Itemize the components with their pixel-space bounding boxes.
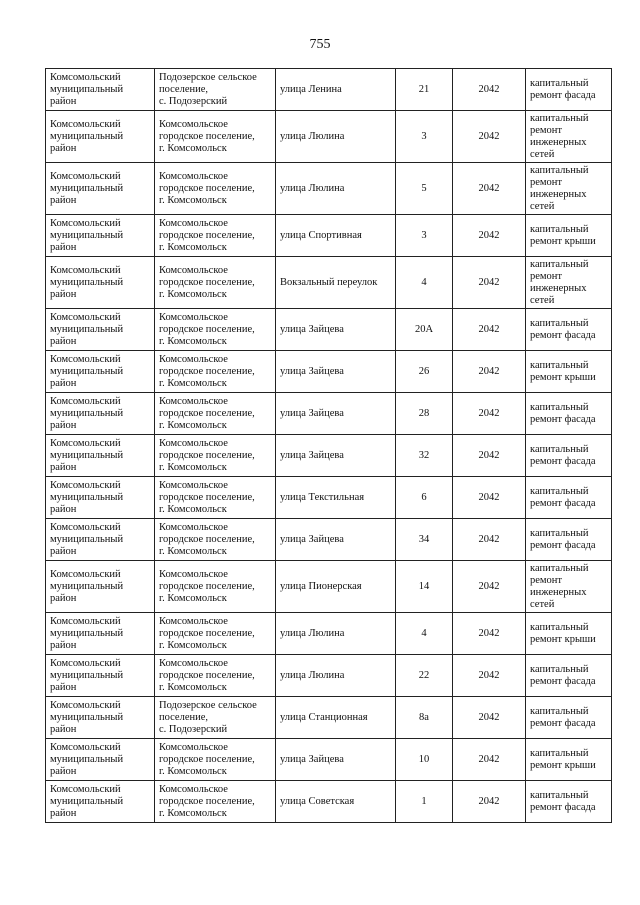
district-cell-line: район: [50, 241, 77, 253]
house-number-cell: 26: [396, 351, 453, 393]
settlement-cell: [155, 309, 276, 351]
table-row: [46, 163, 612, 215]
district-cell-line: муниципальный: [50, 83, 124, 95]
street-cell: Вокзальный переулок: [276, 257, 396, 309]
work-type-cell-line: инженерных: [530, 188, 587, 200]
street-cell: улица Зайцева: [276, 519, 396, 561]
district-cell-line: Комсомольский: [50, 568, 121, 580]
settlement-cell-line: г. Комсомольск: [159, 194, 227, 206]
district-cell-line: район: [50, 639, 77, 651]
year-cell: 2042: [453, 111, 526, 163]
settlement-cell-line: г. Комсомольск: [159, 807, 227, 819]
table-row: [46, 781, 612, 823]
district-cell-line: район: [50, 503, 77, 515]
work-type-cell: [526, 393, 612, 435]
district-cell-line: Комсомольский: [50, 783, 121, 795]
settlement-cell-line: городское поселение,: [159, 753, 255, 765]
street-cell: улица Люлина: [276, 655, 396, 697]
district-cell-line: Комсомольский: [50, 311, 121, 323]
settlement-cell-line: Комсомольское: [159, 783, 228, 795]
street-cell: улица Советская: [276, 781, 396, 823]
settlement-cell: [155, 697, 276, 739]
year-cell: 2042: [453, 781, 526, 823]
street-cell: улица Станционная: [276, 697, 396, 739]
table-row: [46, 111, 612, 163]
work-type-cell: [526, 215, 612, 257]
district-cell-line: муниципальный: [50, 580, 124, 592]
district-cell: [46, 111, 155, 163]
work-type-cell-line: капитальный: [530, 663, 589, 675]
house-number-cell: 28: [396, 393, 453, 435]
settlement-cell-line: Комсомольское: [159, 521, 228, 533]
district-cell: [46, 309, 155, 351]
work-type-cell-line: капитальный: [530, 789, 589, 801]
settlement-cell-line: Комсомольское: [159, 741, 228, 753]
table-row: [46, 351, 612, 393]
settlement-cell-line: г. Комсомольск: [159, 503, 227, 515]
table-row: [46, 561, 612, 613]
district-cell-line: Комсомольский: [50, 264, 121, 276]
work-type-cell: [526, 561, 612, 613]
page-number: 755: [309, 37, 331, 52]
settlement-cell-line: с. Подозерский: [159, 95, 228, 107]
house-number-cell: 22: [396, 655, 453, 697]
district-cell-line: муниципальный: [50, 795, 124, 807]
house-number-cell: 34: [396, 519, 453, 561]
settlement-cell-line: городское поселение,: [159, 449, 255, 461]
district-cell-line: район: [50, 377, 77, 389]
year-cell: 2042: [453, 257, 526, 309]
year-cell: 2042: [453, 351, 526, 393]
work-type-cell-line: сетей: [530, 200, 555, 212]
house-number-cell: 32: [396, 435, 453, 477]
settlement-cell-line: поселение,: [159, 83, 209, 95]
settlement-cell-line: поселение,: [159, 711, 209, 723]
table-row: [46, 309, 612, 351]
district-cell-line: муниципальный: [50, 449, 124, 461]
district-cell-line: Комсомольский: [50, 521, 121, 533]
district-cell-line: муниципальный: [50, 130, 124, 142]
work-type-cell-line: капитальный: [530, 223, 589, 235]
settlement-cell-line: Подозерское сельское: [159, 71, 257, 83]
district-cell-line: муниципальный: [50, 182, 124, 194]
settlement-cell-line: г. Комсомольск: [159, 142, 227, 154]
settlement-cell: [155, 477, 276, 519]
table-row: [46, 69, 612, 111]
work-type-cell-line: сетей: [530, 148, 555, 160]
table-row: [46, 257, 612, 309]
year-cell: 2042: [453, 519, 526, 561]
settlement-cell-line: городское поселение,: [159, 669, 255, 681]
work-type-cell: [526, 257, 612, 309]
house-number-cell: 20А: [396, 309, 453, 351]
year-cell: 2042: [453, 697, 526, 739]
work-type-cell: [526, 655, 612, 697]
work-type-cell-line: ремонт фасада: [530, 413, 596, 425]
repair-schedule-table: [45, 68, 612, 823]
district-cell-line: Комсомольский: [50, 437, 121, 449]
settlement-cell: [155, 435, 276, 477]
settlement-cell-line: г. Комсомольск: [159, 681, 227, 693]
settlement-cell-line: Комсомольское: [159, 615, 228, 627]
district-cell-line: район: [50, 545, 77, 557]
table-row: [46, 613, 612, 655]
district-cell-line: район: [50, 419, 77, 431]
street-cell: улица Текстильная: [276, 477, 396, 519]
street-cell: улица Люлина: [276, 613, 396, 655]
settlement-cell-line: городское поселение,: [159, 229, 255, 241]
work-type-cell-line: ремонт фасада: [530, 329, 596, 341]
work-type-cell-line: ремонт крыши: [530, 371, 596, 383]
settlement-cell-line: г. Комсомольск: [159, 765, 227, 777]
year-cell: 2042: [453, 435, 526, 477]
settlement-cell: [155, 111, 276, 163]
district-cell-line: муниципальный: [50, 365, 124, 377]
district-cell-line: муниципальный: [50, 491, 124, 503]
settlement-cell-line: г. Комсомольск: [159, 592, 227, 604]
settlement-cell-line: городское поселение,: [159, 130, 255, 142]
settlement-cell-line: городское поселение,: [159, 533, 255, 545]
settlement-cell-line: г. Комсомольск: [159, 545, 227, 557]
settlement-cell-line: г. Комсомольск: [159, 335, 227, 347]
work-type-cell-line: капитальный: [530, 359, 589, 371]
work-type-cell-line: инженерных: [530, 282, 587, 294]
work-type-cell-line: ремонт фасада: [530, 455, 596, 467]
district-cell: [46, 351, 155, 393]
year-cell: 2042: [453, 655, 526, 697]
work-type-cell-line: капитальный: [530, 164, 589, 176]
settlement-cell-line: Комсомольское: [159, 264, 228, 276]
district-cell-line: район: [50, 288, 77, 300]
settlement-cell-line: г. Комсомольск: [159, 288, 227, 300]
district-cell-line: район: [50, 765, 77, 777]
settlement-cell-line: Комсомольское: [159, 170, 228, 182]
district-cell-line: Комсомольский: [50, 657, 121, 669]
district-cell-line: муниципальный: [50, 627, 124, 639]
house-number-cell: 14: [396, 561, 453, 613]
settlement-cell-line: Комсомольское: [159, 118, 228, 130]
table-row: [46, 655, 612, 697]
district-cell: [46, 435, 155, 477]
year-cell: 2042: [453, 163, 526, 215]
street-cell: улица Пионерская: [276, 561, 396, 613]
district-cell-line: муниципальный: [50, 533, 124, 545]
settlement-cell-line: г. Комсомольск: [159, 639, 227, 651]
settlement-cell: [155, 561, 276, 613]
work-type-cell-line: инженерных: [530, 586, 587, 598]
settlement-cell: [155, 519, 276, 561]
work-type-cell-line: ремонт: [530, 176, 563, 188]
district-cell-line: район: [50, 592, 77, 604]
district-cell-line: район: [50, 807, 77, 819]
street-cell: улица Зайцева: [276, 309, 396, 351]
work-type-cell: [526, 435, 612, 477]
settlement-cell: [155, 257, 276, 309]
table-row: [46, 697, 612, 739]
street-cell: улица Зайцева: [276, 435, 396, 477]
house-number-cell: 3: [396, 111, 453, 163]
street-cell: улица Зайцева: [276, 393, 396, 435]
work-type-cell-line: капитальный: [530, 705, 589, 717]
settlement-cell: [155, 351, 276, 393]
work-type-cell-line: капитальный: [530, 621, 589, 633]
table-row: [46, 519, 612, 561]
district-cell-line: Комсомольский: [50, 699, 121, 711]
settlement-cell-line: с. Подозерский: [159, 723, 228, 735]
work-type-cell-line: капитальный: [530, 77, 589, 89]
settlement-cell-line: Комсомольское: [159, 353, 228, 365]
settlement-cell-line: городское поселение,: [159, 627, 255, 639]
street-cell: улица Люлина: [276, 163, 396, 215]
district-cell-line: район: [50, 461, 77, 473]
settlement-cell: [155, 739, 276, 781]
work-type-cell: [526, 309, 612, 351]
work-type-cell-line: ремонт: [530, 574, 563, 586]
settlement-cell-line: г. Комсомольск: [159, 377, 227, 389]
work-type-cell: [526, 163, 612, 215]
settlement-cell-line: Комсомольское: [159, 395, 228, 407]
work-type-cell-line: инженерных: [530, 136, 587, 148]
work-type-cell-line: капитальный: [530, 527, 589, 539]
house-number-cell: 5: [396, 163, 453, 215]
settlement-cell-line: городское поселение,: [159, 365, 255, 377]
district-cell-line: Комсомольский: [50, 353, 121, 365]
settlement-cell-line: г. Комсомольск: [159, 419, 227, 431]
year-cell: 2042: [453, 215, 526, 257]
settlement-cell-line: Подозерское сельское: [159, 699, 257, 711]
district-cell: [46, 519, 155, 561]
district-cell-line: район: [50, 194, 77, 206]
district-cell-line: Комсомольский: [50, 118, 121, 130]
work-type-cell-line: ремонт фасада: [530, 801, 596, 813]
house-number-cell: 3: [396, 215, 453, 257]
settlement-cell-line: г. Комсомольск: [159, 241, 227, 253]
street-cell: улица Зайцева: [276, 739, 396, 781]
district-cell-line: Комсомольский: [50, 741, 121, 753]
settlement-cell-line: городское поселение,: [159, 580, 255, 592]
district-cell-line: муниципальный: [50, 229, 124, 241]
work-type-cell-line: капитальный: [530, 443, 589, 455]
settlement-cell: [155, 655, 276, 697]
house-number-cell: 4: [396, 257, 453, 309]
table-row: [46, 393, 612, 435]
work-type-cell: [526, 111, 612, 163]
settlement-cell-line: городское поселение,: [159, 276, 255, 288]
district-cell-line: муниципальный: [50, 669, 124, 681]
district-cell-line: муниципальный: [50, 711, 124, 723]
table-row: [46, 435, 612, 477]
house-number-cell: 4: [396, 613, 453, 655]
work-type-cell-line: капитальный: [530, 747, 589, 759]
settlement-cell-line: Комсомольское: [159, 311, 228, 323]
settlement-cell-line: Комсомольское: [159, 568, 228, 580]
house-number-cell: 1: [396, 781, 453, 823]
work-type-cell: [526, 69, 612, 111]
work-type-cell-line: ремонт: [530, 124, 563, 136]
district-cell: [46, 781, 155, 823]
house-number-cell: 10: [396, 739, 453, 781]
district-cell: [46, 613, 155, 655]
settlement-cell-line: г. Комсомольск: [159, 461, 227, 473]
work-type-cell-line: ремонт крыши: [530, 633, 596, 645]
street-cell: улица Люлина: [276, 111, 396, 163]
year-cell: 2042: [453, 309, 526, 351]
work-type-cell-line: сетей: [530, 294, 555, 306]
year-cell: 2042: [453, 739, 526, 781]
work-type-cell-line: ремонт крыши: [530, 759, 596, 771]
district-cell-line: район: [50, 335, 77, 347]
work-type-cell: [526, 613, 612, 655]
district-cell: [46, 561, 155, 613]
district-cell: [46, 739, 155, 781]
work-type-cell-line: ремонт фасада: [530, 717, 596, 729]
year-cell: 2042: [453, 477, 526, 519]
work-type-cell: [526, 519, 612, 561]
district-cell: [46, 655, 155, 697]
settlement-cell-line: городское поселение,: [159, 323, 255, 335]
street-cell: улица Спортивная: [276, 215, 396, 257]
district-cell-line: Комсомольский: [50, 71, 121, 83]
settlement-cell-line: Комсомольское: [159, 217, 228, 229]
work-type-cell-line: капитальный: [530, 401, 589, 413]
work-type-cell-line: сетей: [530, 598, 555, 610]
house-number-cell: 21: [396, 69, 453, 111]
settlement-cell: [155, 393, 276, 435]
work-type-cell-line: капитальный: [530, 317, 589, 329]
district-cell: [46, 163, 155, 215]
year-cell: 2042: [453, 69, 526, 111]
settlement-cell: [155, 613, 276, 655]
district-cell-line: район: [50, 95, 77, 107]
work-type-cell-line: ремонт фасада: [530, 539, 596, 551]
street-cell: улица Ленина: [276, 69, 396, 111]
work-type-cell: [526, 477, 612, 519]
year-cell: 2042: [453, 393, 526, 435]
work-type-cell: [526, 351, 612, 393]
settlement-cell-line: Комсомольское: [159, 479, 228, 491]
district-cell: [46, 393, 155, 435]
district-cell-line: муниципальный: [50, 276, 124, 288]
district-cell: [46, 477, 155, 519]
district-cell-line: муниципальный: [50, 753, 124, 765]
district-cell-line: муниципальный: [50, 407, 124, 419]
house-number-cell: 6: [396, 477, 453, 519]
work-type-cell-line: ремонт крыши: [530, 235, 596, 247]
work-type-cell-line: капитальный: [530, 112, 589, 124]
settlement-cell-line: Комсомольское: [159, 657, 228, 669]
settlement-cell: [155, 69, 276, 111]
work-type-cell-line: капитальный: [530, 258, 589, 270]
district-cell: [46, 215, 155, 257]
work-type-cell-line: ремонт фасада: [530, 497, 596, 509]
year-cell: 2042: [453, 613, 526, 655]
settlement-cell: [155, 163, 276, 215]
work-type-cell-line: капитальный: [530, 485, 589, 497]
work-type-cell: [526, 739, 612, 781]
table-row: [46, 215, 612, 257]
work-type-cell: [526, 781, 612, 823]
settlement-cell-line: городское поселение,: [159, 407, 255, 419]
district-cell-line: муниципальный: [50, 323, 124, 335]
district-cell: [46, 69, 155, 111]
district-cell-line: Комсомольский: [50, 170, 121, 182]
settlement-cell-line: городское поселение,: [159, 182, 255, 194]
house-number-cell: 8а: [396, 697, 453, 739]
district-cell-line: Комсомольский: [50, 395, 121, 407]
district-cell-line: Комсомольский: [50, 479, 121, 491]
settlement-cell-line: городское поселение,: [159, 795, 255, 807]
settlement-cell-line: городское поселение,: [159, 491, 255, 503]
district-cell-line: район: [50, 681, 77, 693]
district-cell-line: район: [50, 142, 77, 154]
work-type-cell-line: ремонт фасада: [530, 89, 596, 101]
settlement-cell: [155, 215, 276, 257]
work-type-cell-line: ремонт фасада: [530, 675, 596, 687]
table-row: [46, 739, 612, 781]
work-type-cell: [526, 697, 612, 739]
settlement-cell-line: Комсомольское: [159, 437, 228, 449]
work-type-cell-line: ремонт: [530, 270, 563, 282]
district-cell: [46, 697, 155, 739]
street-cell: улица Зайцева: [276, 351, 396, 393]
table-row: [46, 477, 612, 519]
district-cell-line: Комсомольский: [50, 217, 121, 229]
table-body: [46, 69, 612, 823]
settlement-cell: [155, 781, 276, 823]
district-cell-line: район: [50, 723, 77, 735]
work-type-cell-line: капитальный: [530, 562, 589, 574]
district-cell: [46, 257, 155, 309]
district-cell-line: Комсомольский: [50, 615, 121, 627]
year-cell: 2042: [453, 561, 526, 613]
